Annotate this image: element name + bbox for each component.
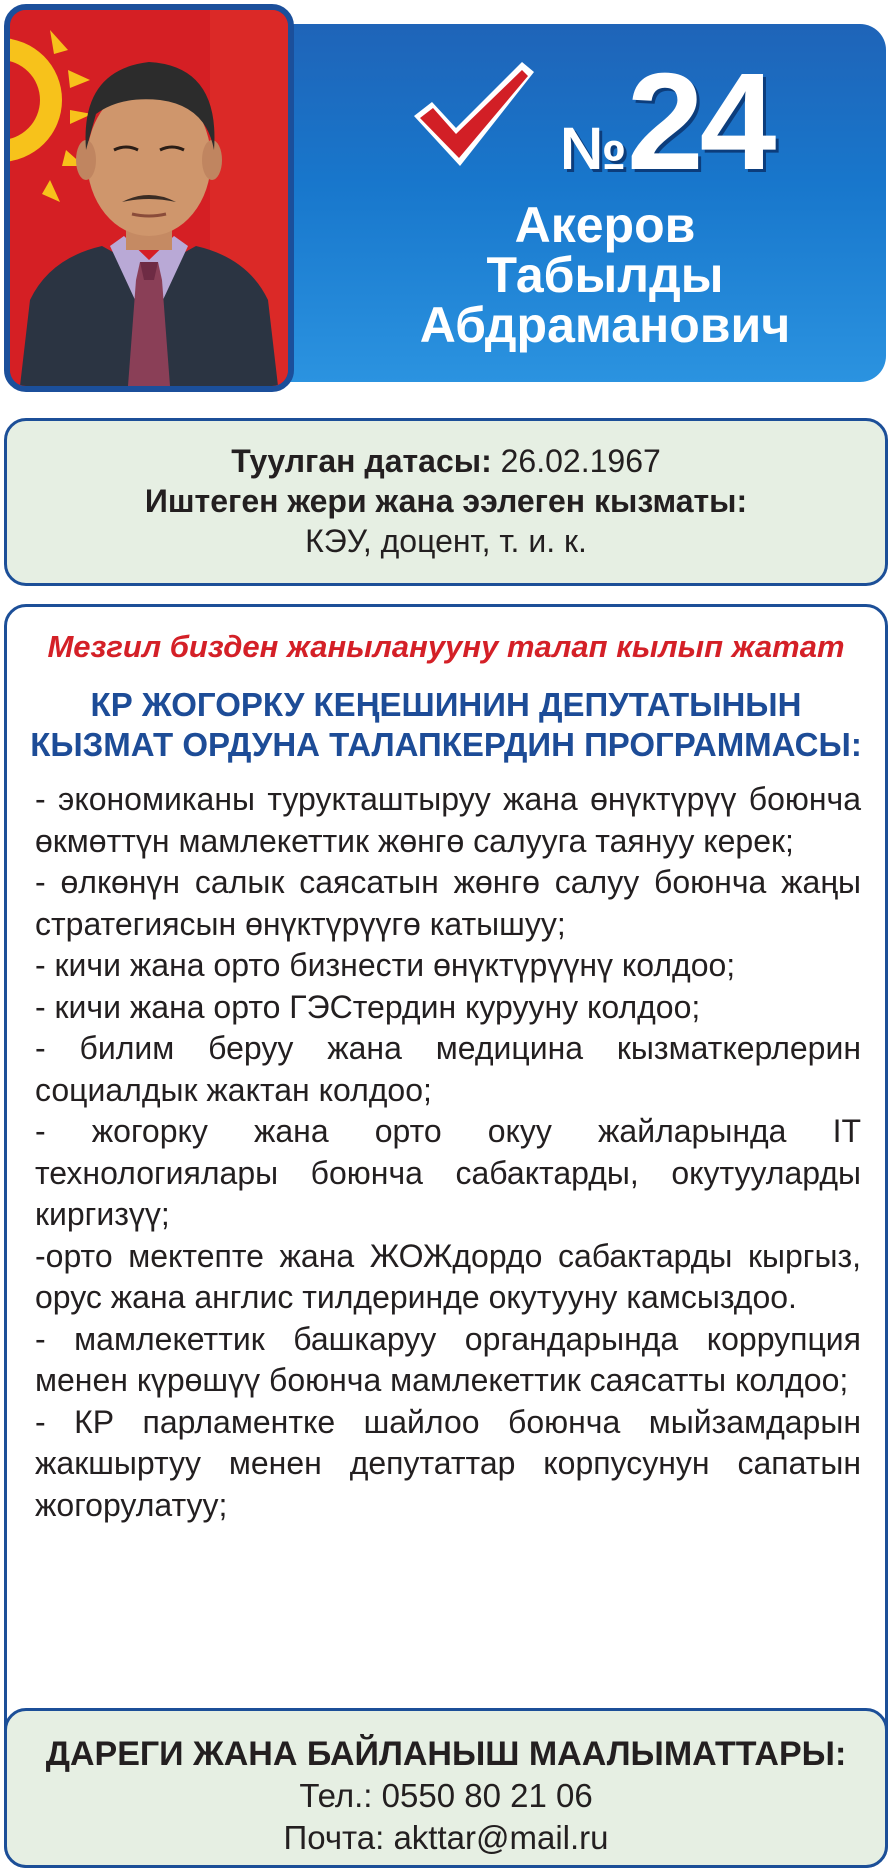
- candidate-number: [560, 45, 870, 199]
- program-item: - өлкөнүн салык саясатын жөнгө салуу боюнча жаңы стратегиясын өнүктүрүүгө катышуу;: [35, 864, 861, 942]
- program-item: - билим беруу жана медицина кызматкерлерин социалдык жактан колдоо;: [35, 1030, 861, 1108]
- contact-email: Почта: akttar@mail.ru: [283, 1819, 609, 1856]
- program-item: - КР парламентке шайлоо боюнча мыйзамдарын жакшыртуу менен депутаттар корпусунун сапатын жогорулатуу;: [35, 1403, 861, 1523]
- checkmark-icon: [410, 58, 538, 170]
- program-item: - кичи жана орто ГЭСтердин курууну колдоо;: [35, 988, 701, 1025]
- workplace-label-line: [7, 481, 885, 521]
- contact-phone: Тел.: 0550 80 21 06: [299, 1777, 593, 1814]
- program-item: - кичи жана орто бизнести өнүктүрүүнү колдоо;: [35, 947, 736, 983]
- program-panel: [4, 604, 888, 1868]
- contact-title: ДАРЕГИ ЖАНА БАЙЛАНЫШ МААЛЫМАТТАРЫ:: [45, 1735, 847, 1773]
- birth-date-line: [7, 441, 885, 481]
- candidate-name: [370, 197, 840, 353]
- workplace-label: Иштеген жери жана ээлеген кызматы:: [144, 483, 748, 519]
- workplace-value: КЭУ, доцент, т. и. к.: [305, 523, 587, 559]
- program-list: [35, 779, 861, 1526]
- program-title-line-1: КР ЖОГОРКУ КЕҢЕШИНИН ДЕПУТАТЫНЫН: [90, 686, 802, 723]
- candidate-patronymic: Абдраманович: [419, 297, 791, 353]
- number-value: 24: [626, 45, 773, 199]
- program-title-line-2: КЫЗМАТ ОРДУНА ТАЛАПКЕРДИН ПРОГРАММАСЫ:: [30, 726, 862, 763]
- candidate-surname: Акеров: [514, 197, 696, 253]
- program-item: - жогорку жана орто окуу жайларында IT технологиялары боюнча сабактарды, окутууларды киргизүү;: [35, 1113, 861, 1232]
- candidate-photo: [4, 4, 294, 392]
- program-title: [7, 685, 885, 765]
- candidate-first-name: Табылды: [486, 247, 724, 303]
- candidate-info-panel: [4, 418, 888, 586]
- program-item: -орто мектепте жана ЖОЖдордо сабактарды кыргыз, орус жана англис тилдеринде окутууну камсыздоо.: [35, 1237, 861, 1315]
- number-sign: №: [560, 115, 627, 182]
- program-item: - мамлекеттик башкаруу органдарында коррупция менен күрөшүү боюнча мамлекеттик саясатты колдоо;: [35, 1320, 861, 1398]
- birth-date-label: Туулган датасы:: [231, 443, 492, 479]
- slogan: Мезгил бизден жаныланууну талап кылып жатат: [47, 629, 845, 664]
- program-item: - экономиканы турукташтыруу жана өнүктүрүү боюнча өкмөттүн мамлекеттик жөнгө салууга таянуу керек;: [35, 781, 861, 859]
- contact-panel: [4, 1708, 888, 1868]
- birth-date-value: 26.02.1967: [491, 443, 661, 479]
